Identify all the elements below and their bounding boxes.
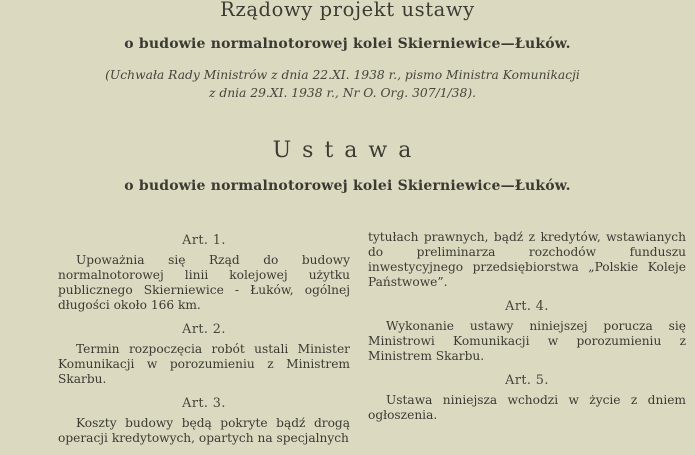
article-3-continuation: tytułach prawnych, bądź z kredytów, wstawianych do preliminarza rozchodów funduszu inwestycyjnego przedsiębiorstwa „Polskie Koleje Państwowe”. bbox=[368, 230, 686, 289]
article-2-label: Art. 2. bbox=[182, 322, 226, 337]
article-5-label: Art. 5. bbox=[505, 373, 549, 388]
left-column bbox=[58, 230, 350, 446]
article-5-text: Ustawa niniejsza wchodzi w życie z dniem ogłoszenia. bbox=[368, 393, 686, 422]
resolution-note bbox=[0, 66, 695, 102]
bill-subtitle: o budowie normalnotorowej kolei Skierniewice—Łuków. bbox=[124, 36, 571, 52]
article-3-text: Koszty budowy będą pokryte bądź drogą operacji kredytowych, opartych na specjalnych bbox=[58, 416, 350, 445]
resolution-note-line-2: z dnia 29.XI. 1938 r., Nr O. Org. 307/1/38). bbox=[208, 86, 477, 100]
resolution-note-line-1: (Uchwała Rady Ministrów z dnia 22.XI. 1938 r., pismo Ministra Komunikacji bbox=[105, 68, 580, 82]
article-3-label: Art. 3. bbox=[182, 396, 226, 411]
article-1-label: Art. 1. bbox=[182, 233, 226, 248]
article-1-text: Upoważnia się Rząd do budowy normalnotorowej linii kolejowej użytku publicznego Skierniewice - Łuków, ogólnej długości około 166 km. bbox=[58, 253, 350, 312]
act-heading: Ustawa bbox=[272, 138, 423, 163]
bill-title: Rządowy projekt ustawy bbox=[220, 0, 475, 21]
article-4-label: Art. 4. bbox=[505, 299, 549, 314]
right-column bbox=[368, 230, 686, 423]
article-4-text: Wykonanie ustawy niniejszej porucza się Ministrowi Komunikacji w porozumieniu z Ministrem Skarbu. bbox=[368, 319, 686, 363]
act-subtitle: o budowie normalnotorowej kolei Skierniewice—Łuków. bbox=[124, 178, 571, 194]
article-2-text: Termin rozpoczęcia robót ustali Minister Komunikacji w porozumieniu z Ministrem Skarbu. bbox=[58, 342, 350, 386]
